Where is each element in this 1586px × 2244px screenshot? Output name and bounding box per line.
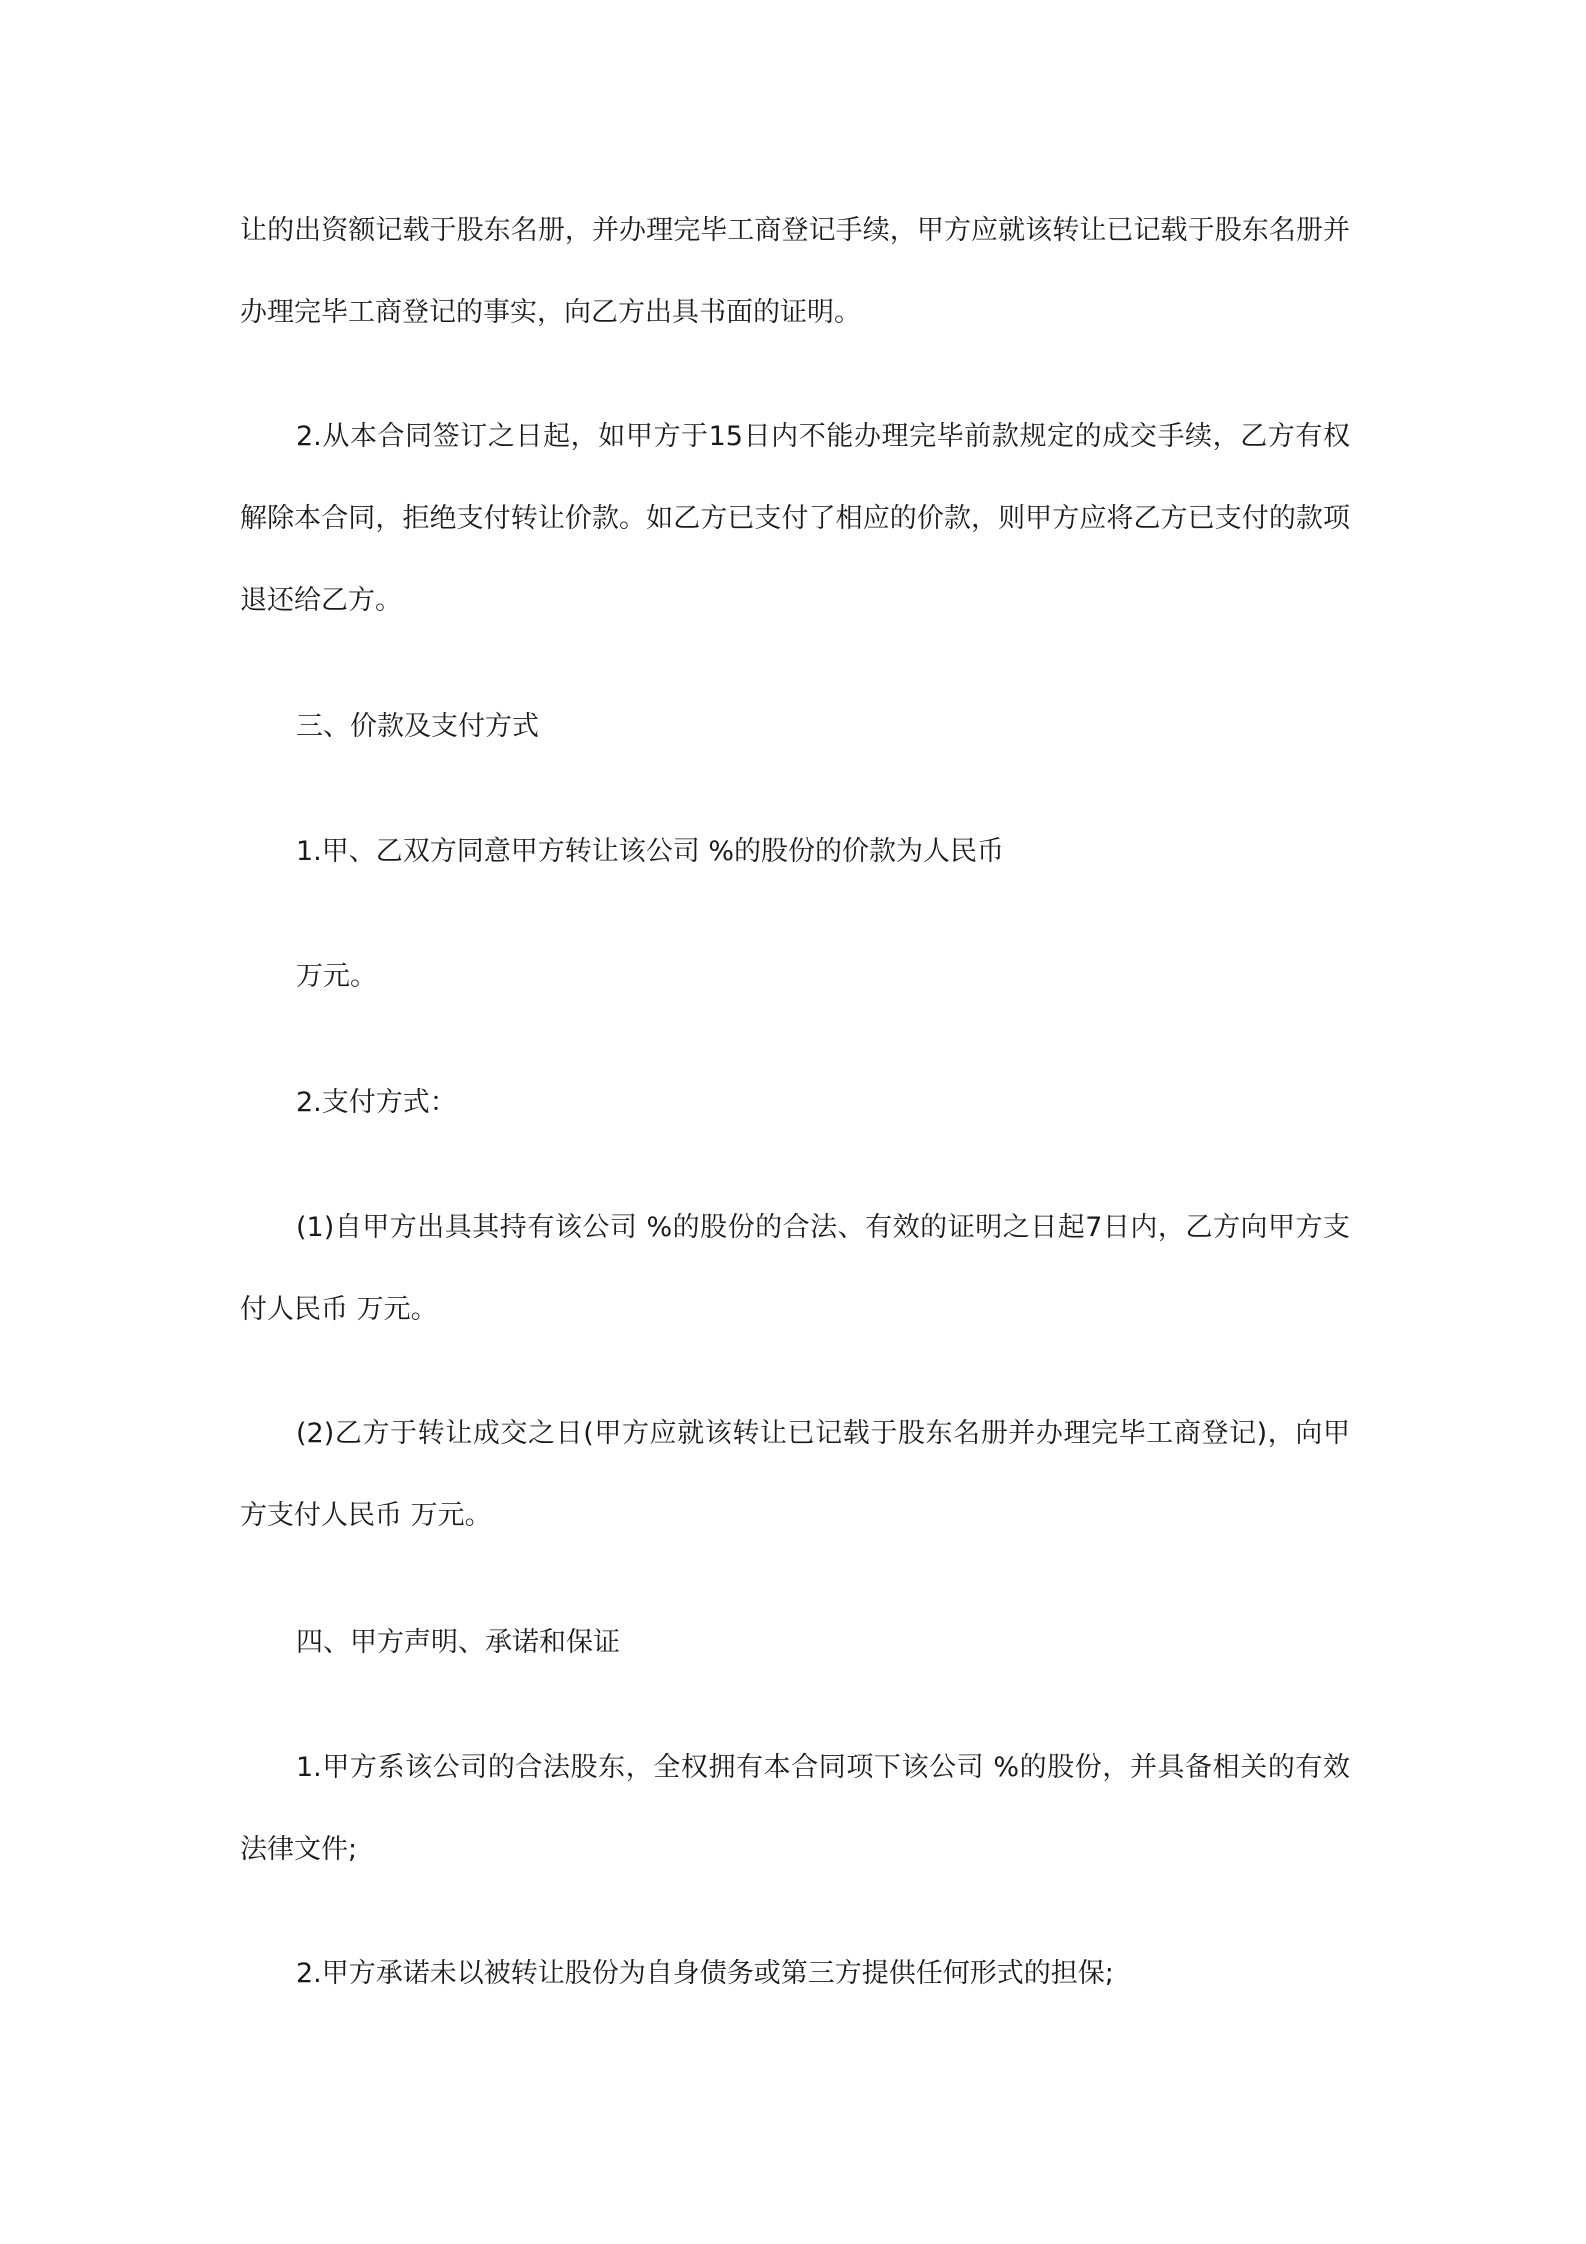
paragraph-price-agreement: 1.甲、乙双方同意甲方转让该公司 %的股份的价款为人民币 (296, 836, 1004, 867)
paragraph-legal-shareholder: 1.甲方系该公司的合法股东，全权拥有本合同项下该公司 %的股份，并具备相关的有效法律文件; (240, 1752, 1350, 1865)
paragraph-payment-item-2: (2)乙方于转让成交之日(甲方应就该转让已记载于股东名册并办理完毕工商登记)，向甲方支付人民币 万元。 (240, 1418, 1350, 1531)
paragraph-no-guarantee: 2.甲方承诺未以被转让股份为自身债务或第三方提供任何形式的担保; (296, 1958, 1114, 1989)
paragraph-termination-clause: 2.从本合同签订之日起，如甲方于15日内不能办理完毕前款规定的成交手续，乙方有权解除本合同，拒绝支付转让价款。如乙方已支付了相应的价款，则甲方应将乙方已支付的款项退还给乙方。 (240, 421, 1350, 616)
paragraph-payment-method: 2.支付方式： (296, 1087, 457, 1118)
section-heading-party-a-declarations: 四、甲方声明、承诺和保证 (296, 1627, 620, 1658)
paragraph-price-unit: 万元。 (296, 961, 377, 992)
paragraph-share-registration: 让的出资额记载于股东名册，并办理完毕工商登记手续，甲方应就该转让已记载于股东名册并办理完毕工商登记的事实，向乙方出具书面的证明。 (240, 215, 1350, 328)
paragraph-payment-item-1: (1)自甲方出具其持有该公司 %的股份的合法、有效的证明之日起7日内，乙方向甲方支付人民币 万元。 (240, 1212, 1350, 1325)
section-heading-price-payment: 三、价款及支付方式 (296, 711, 539, 742)
